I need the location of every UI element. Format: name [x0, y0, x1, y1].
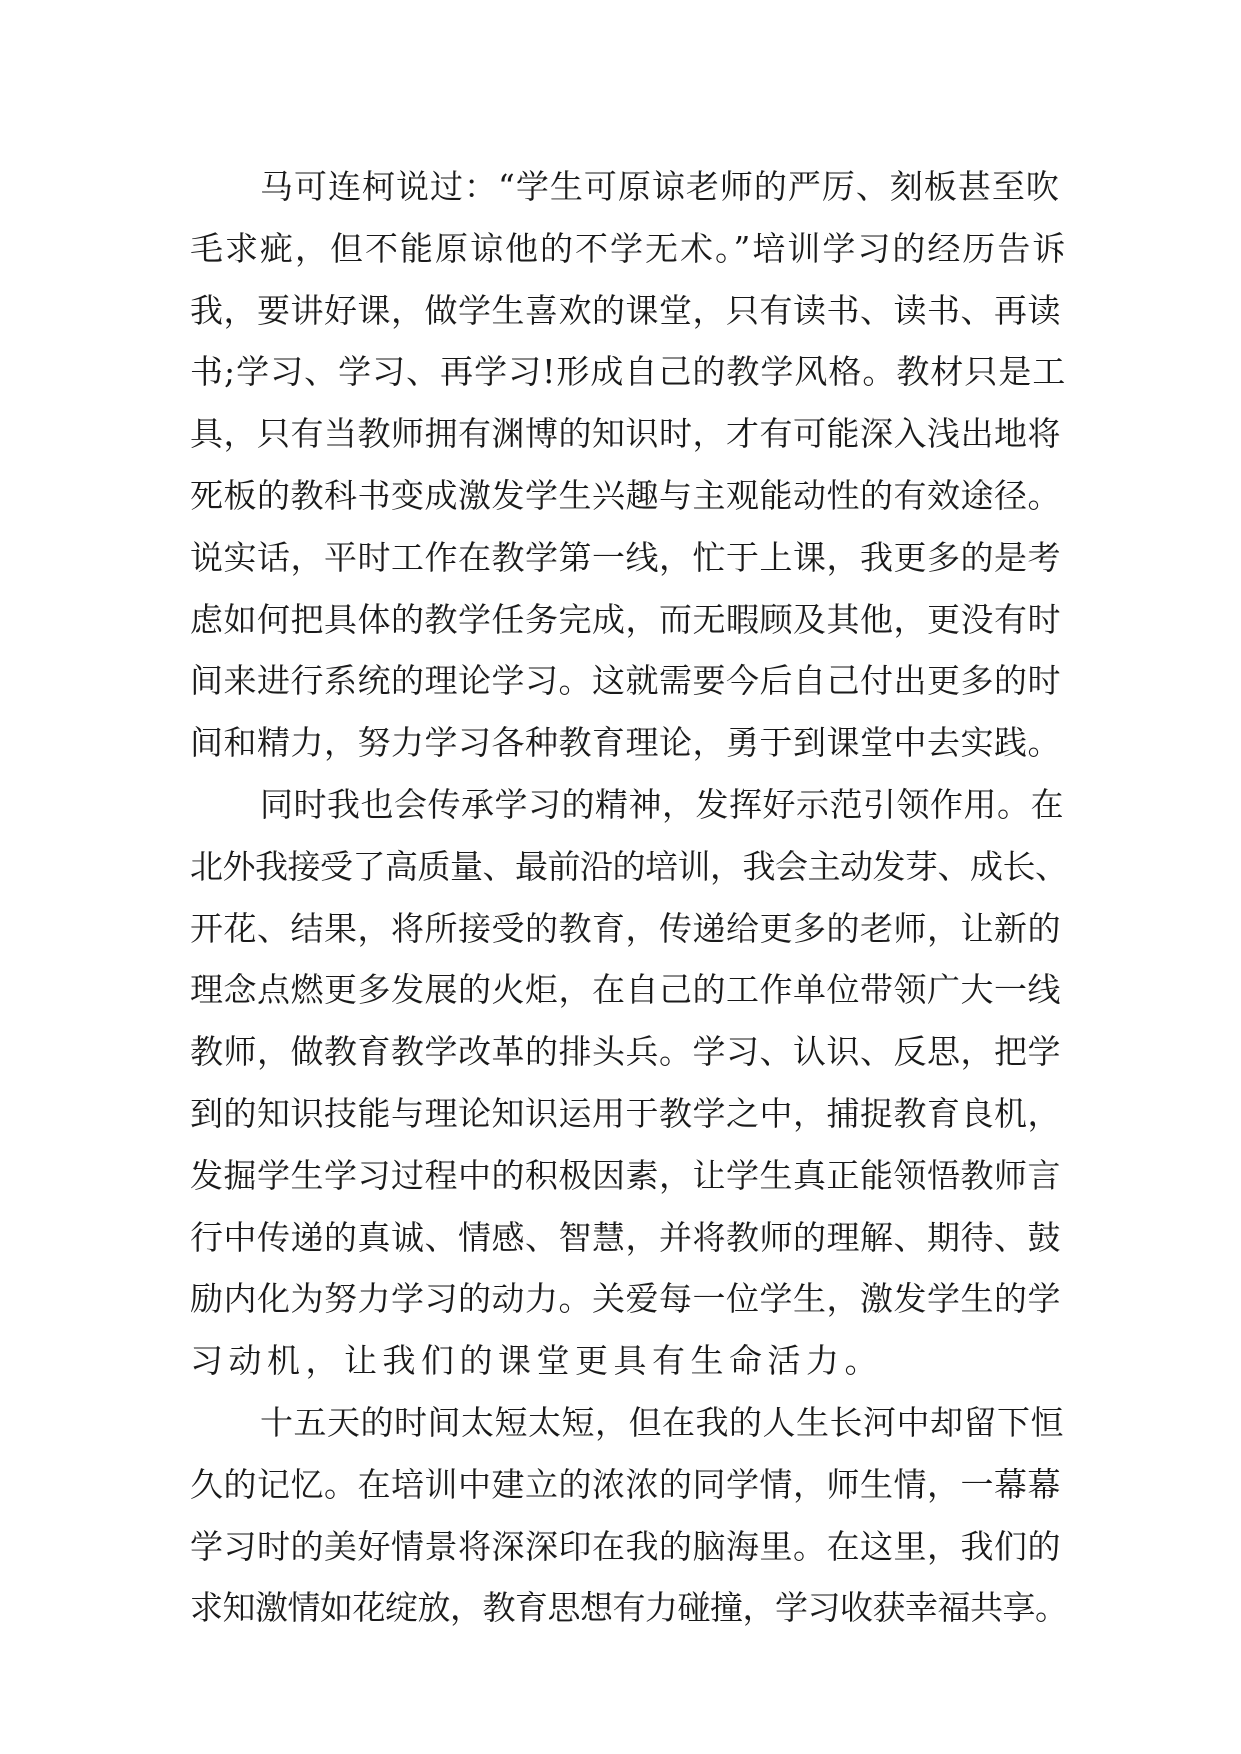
paragraph-2-line-10: 习动机，让我们的课堂更具有生命活力。 — [190, 1341, 883, 1381]
paragraph-2-line-1: 同时我也会传承学习的精神，发挥好示范引领作用。在 — [260, 784, 1064, 824]
paragraph-1-line-5: 具，只有当教师拥有渊博的知识时，才有可能深入浅出地将 — [190, 414, 1061, 454]
paragraph-1-line-10: 间和精力，努力学习各种教育理论，勇于到课堂中去实践。 — [190, 723, 1061, 763]
paragraph-1-line-2: 毛求疵，但不能原谅他的不学无术。”培训学习的经历告诉 — [190, 228, 1068, 268]
paragraph-3-line-4: 求知激情如花绽放，教育思想有力碰撞，学习收获幸福共享。 — [190, 1588, 1068, 1628]
paragraph-2-line-6: 到的知识技能与理论知识运用于教学之中，捕捉教育良机， — [190, 1093, 1061, 1133]
paragraph-1-line-8: 虑如何把具体的教学任务完成，而无暇顾及其他，更没有时 — [190, 599, 1061, 639]
paragraph-1-line-7: 说实话，平时工作在教学第一线，忙于上课，我更多的是考 — [190, 537, 1061, 577]
paragraph-2-line-2: 北外我接受了高质量、最前沿的培训，我会主动发芽、成长、 — [190, 846, 1068, 886]
paragraph-2-line-9: 励内化为努力学习的动力。关爱每一位学生，激发学生的学 — [190, 1279, 1061, 1319]
paragraph-2-line-3: 开花、结果，将所接受的教育，传递给更多的老师，让新的 — [190, 908, 1061, 948]
paragraph-1-line-4: 书;学习、学习、再学习!形成自己的教学风格。教材只是工 — [190, 352, 1067, 392]
paragraph-3-line-3: 学习时的美好情景将深深印在我的脑海里。在这里，我们的 — [190, 1526, 1061, 1566]
paragraph-2-line-8: 行中传递的真诚、情感、智慧，并将教师的理解、期待、鼓 — [190, 1217, 1061, 1257]
paragraph-2-line-7: 发掘学生学习过程中的积极因素，让学生真正能领悟教师言 — [190, 1155, 1061, 1195]
paragraph-1-line-1: 马可连柯说过：“学生可原谅老师的严厉、刻板甚至吹 — [260, 167, 1060, 206]
paragraph-3-line-1: 十五天的时间太短太短，但在我的人生长河中却留下恒 — [260, 1402, 1064, 1442]
paragraph-1-line-9: 间来进行系统的理论学习。这就需要今后自己付出更多的时 — [190, 661, 1061, 701]
body-text — [190, 156, 1070, 1639]
paragraph-1-line-3: 我，要讲好课，做学生喜欢的课堂，只有读书、读书、再读 — [190, 290, 1061, 330]
paragraph-2-line-4: 理念点燃更多发展的火炬，在自己的工作单位带领广大一线 — [190, 970, 1061, 1010]
paragraph-1-line-6: 死板的教科书变成激发学生兴趣与主观能动性的有效途径。 — [190, 475, 1061, 515]
paragraph-2-line-5: 教师，做教育教学改革的排头兵。学习、认识、反思，把学 — [190, 1032, 1061, 1072]
paragraph-3-line-2: 久的记忆。在培训中建立的浓浓的同学情，师生情，一幕幕 — [190, 1464, 1061, 1504]
